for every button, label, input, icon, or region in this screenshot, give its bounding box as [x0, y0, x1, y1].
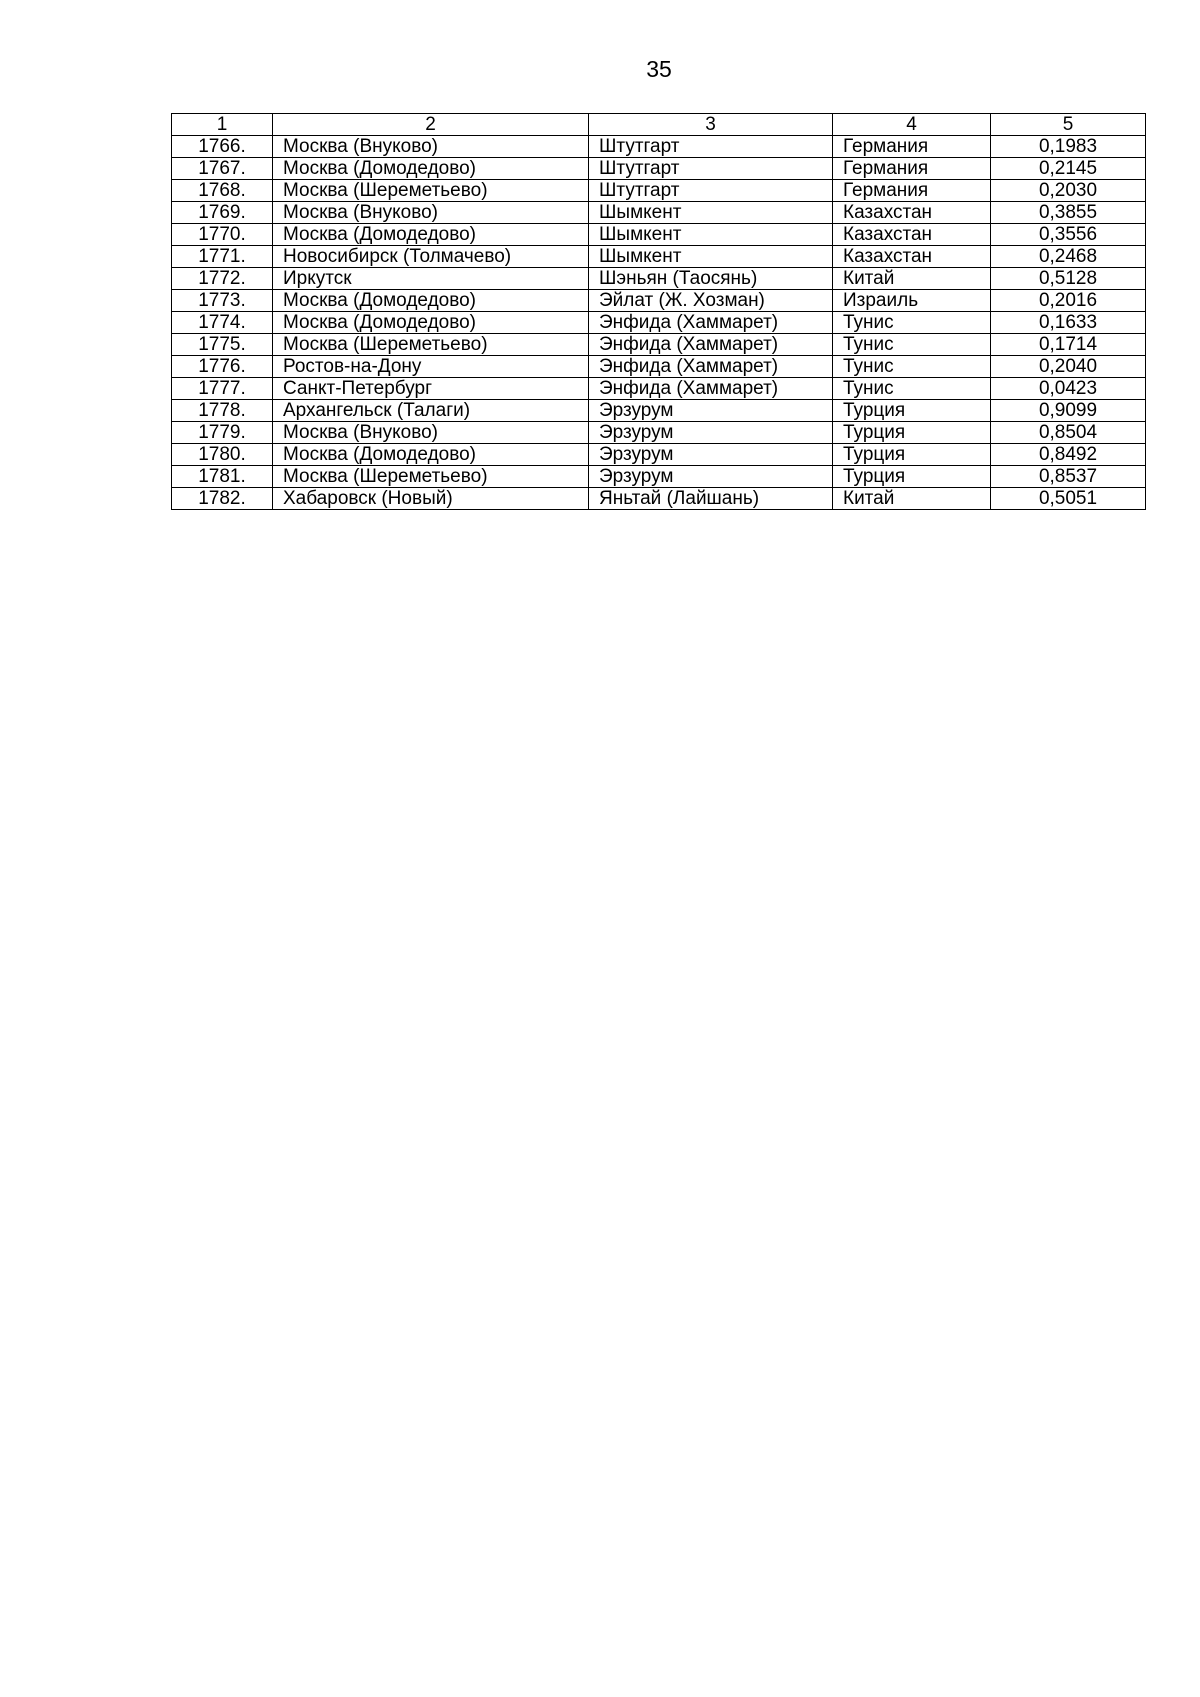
country-cell: Германия [833, 180, 991, 202]
country-cell: Казахстан [833, 202, 991, 224]
country-cell: Китай [833, 488, 991, 510]
origin-cell: Хабаровск (Новый) [273, 488, 589, 510]
value-cell: 0,9099 [991, 400, 1146, 422]
row-number-cell: 1777. [172, 378, 273, 400]
destination-cell: Эйлат (Ж. Хозман) [589, 290, 833, 312]
origin-cell: Москва (Домодедово) [273, 312, 589, 334]
country-cell: Тунис [833, 312, 991, 334]
origin-cell: Москва (Домодедово) [273, 158, 589, 180]
country-cell: Тунис [833, 334, 991, 356]
table-row [172, 290, 1146, 312]
table-row [172, 444, 1146, 466]
value-cell: 0,2030 [991, 180, 1146, 202]
country-cell: Германия [833, 136, 991, 158]
table-row [172, 246, 1146, 268]
value-cell: 0,1983 [991, 136, 1146, 158]
value-cell: 0,0423 [991, 378, 1146, 400]
destination-cell: Штутгарт [589, 158, 833, 180]
row-number-cell: 1774. [172, 312, 273, 334]
value-cell: 0,5051 [991, 488, 1146, 510]
header-cell-5: 5 [991, 114, 1146, 136]
value-cell: 0,2145 [991, 158, 1146, 180]
destination-cell: Эрзурум [589, 400, 833, 422]
table-row [172, 488, 1146, 510]
table-row [172, 202, 1146, 224]
country-cell: Турция [833, 422, 991, 444]
row-number-cell: 1768. [172, 180, 273, 202]
origin-cell: Москва (Домодедово) [273, 290, 589, 312]
row-number-cell: 1771. [172, 246, 273, 268]
value-cell: 0,2016 [991, 290, 1146, 312]
origin-cell: Санкт-Петербург [273, 378, 589, 400]
value-cell: 0,8492 [991, 444, 1146, 466]
row-number-cell: 1775. [172, 334, 273, 356]
origin-cell: Москва (Внуково) [273, 136, 589, 158]
table-row [172, 466, 1146, 488]
origin-cell: Москва (Домодедово) [273, 224, 589, 246]
origin-cell: Новосибирск (Толмачево) [273, 246, 589, 268]
row-number-cell: 1770. [172, 224, 273, 246]
row-number-cell: 1769. [172, 202, 273, 224]
table-row [172, 400, 1146, 422]
value-cell: 0,5128 [991, 268, 1146, 290]
table-row [172, 378, 1146, 400]
row-number-cell: 1766. [172, 136, 273, 158]
country-cell: Турция [833, 444, 991, 466]
row-number-cell: 1781. [172, 466, 273, 488]
destination-cell: Шымкент [589, 246, 833, 268]
country-cell: Турция [833, 466, 991, 488]
header-cell-2: 2 [273, 114, 589, 136]
origin-cell: Ростов-на-Дону [273, 356, 589, 378]
origin-cell: Москва (Шереметьево) [273, 180, 589, 202]
destination-cell: Шымкент [589, 224, 833, 246]
table-row [172, 268, 1146, 290]
origin-cell: Иркутск [273, 268, 589, 290]
table-body [172, 114, 1146, 510]
destination-cell: Шэньян (Таосянь) [589, 268, 833, 290]
country-cell: Тунис [833, 356, 991, 378]
header-cell-3: 3 [589, 114, 833, 136]
page-number: 35 [646, 56, 672, 82]
destination-cell: Эрзурум [589, 466, 833, 488]
origin-cell: Москва (Шереметьево) [273, 334, 589, 356]
origin-cell: Москва (Домодедово) [273, 444, 589, 466]
table-row [172, 334, 1146, 356]
country-cell: Тунис [833, 378, 991, 400]
origin-cell: Москва (Внуково) [273, 422, 589, 444]
header-cell-1: 1 [172, 114, 273, 136]
value-cell: 0,1714 [991, 334, 1146, 356]
table-row [172, 356, 1146, 378]
value-cell: 0,3556 [991, 224, 1146, 246]
destination-cell: Штутгарт [589, 180, 833, 202]
destination-cell: Шымкент [589, 202, 833, 224]
country-cell: Казахстан [833, 246, 991, 268]
destination-cell: Эрзурум [589, 444, 833, 466]
origin-cell: Москва (Шереметьево) [273, 466, 589, 488]
value-cell: 0,1633 [991, 312, 1146, 334]
row-number-cell: 1776. [172, 356, 273, 378]
destination-cell: Яньтай (Лайшань) [589, 488, 833, 510]
value-cell: 0,2040 [991, 356, 1146, 378]
header-cell-4: 4 [833, 114, 991, 136]
row-number-cell: 1773. [172, 290, 273, 312]
table-row [172, 136, 1146, 158]
row-number-cell: 1780. [172, 444, 273, 466]
value-cell: 0,8504 [991, 422, 1146, 444]
value-cell: 0,3855 [991, 202, 1146, 224]
country-cell: Казахстан [833, 224, 991, 246]
country-cell: Турция [833, 400, 991, 422]
data-table [171, 113, 1146, 510]
destination-cell: Энфида (Хаммарет) [589, 356, 833, 378]
country-cell: Израиль [833, 290, 991, 312]
row-number-cell: 1778. [172, 400, 273, 422]
destination-cell: Штутгарт [589, 136, 833, 158]
row-number-cell: 1779. [172, 422, 273, 444]
value-cell: 0,2468 [991, 246, 1146, 268]
table-row [172, 180, 1146, 202]
destination-cell: Эрзурум [589, 422, 833, 444]
table-row [172, 422, 1146, 444]
table-row [172, 158, 1146, 180]
country-cell: Германия [833, 158, 991, 180]
destination-cell: Энфида (Хаммарет) [589, 334, 833, 356]
table-header-row [172, 114, 1146, 136]
row-number-cell: 1767. [172, 158, 273, 180]
country-cell: Китай [833, 268, 991, 290]
origin-cell: Москва (Внуково) [273, 202, 589, 224]
table-row [172, 224, 1146, 246]
destination-cell: Энфида (Хаммарет) [589, 312, 833, 334]
value-cell: 0,8537 [991, 466, 1146, 488]
destination-cell: Энфида (Хаммарет) [589, 378, 833, 400]
row-number-cell: 1772. [172, 268, 273, 290]
row-number-cell: 1782. [172, 488, 273, 510]
origin-cell: Архангельск (Талаги) [273, 400, 589, 422]
table-row [172, 312, 1146, 334]
